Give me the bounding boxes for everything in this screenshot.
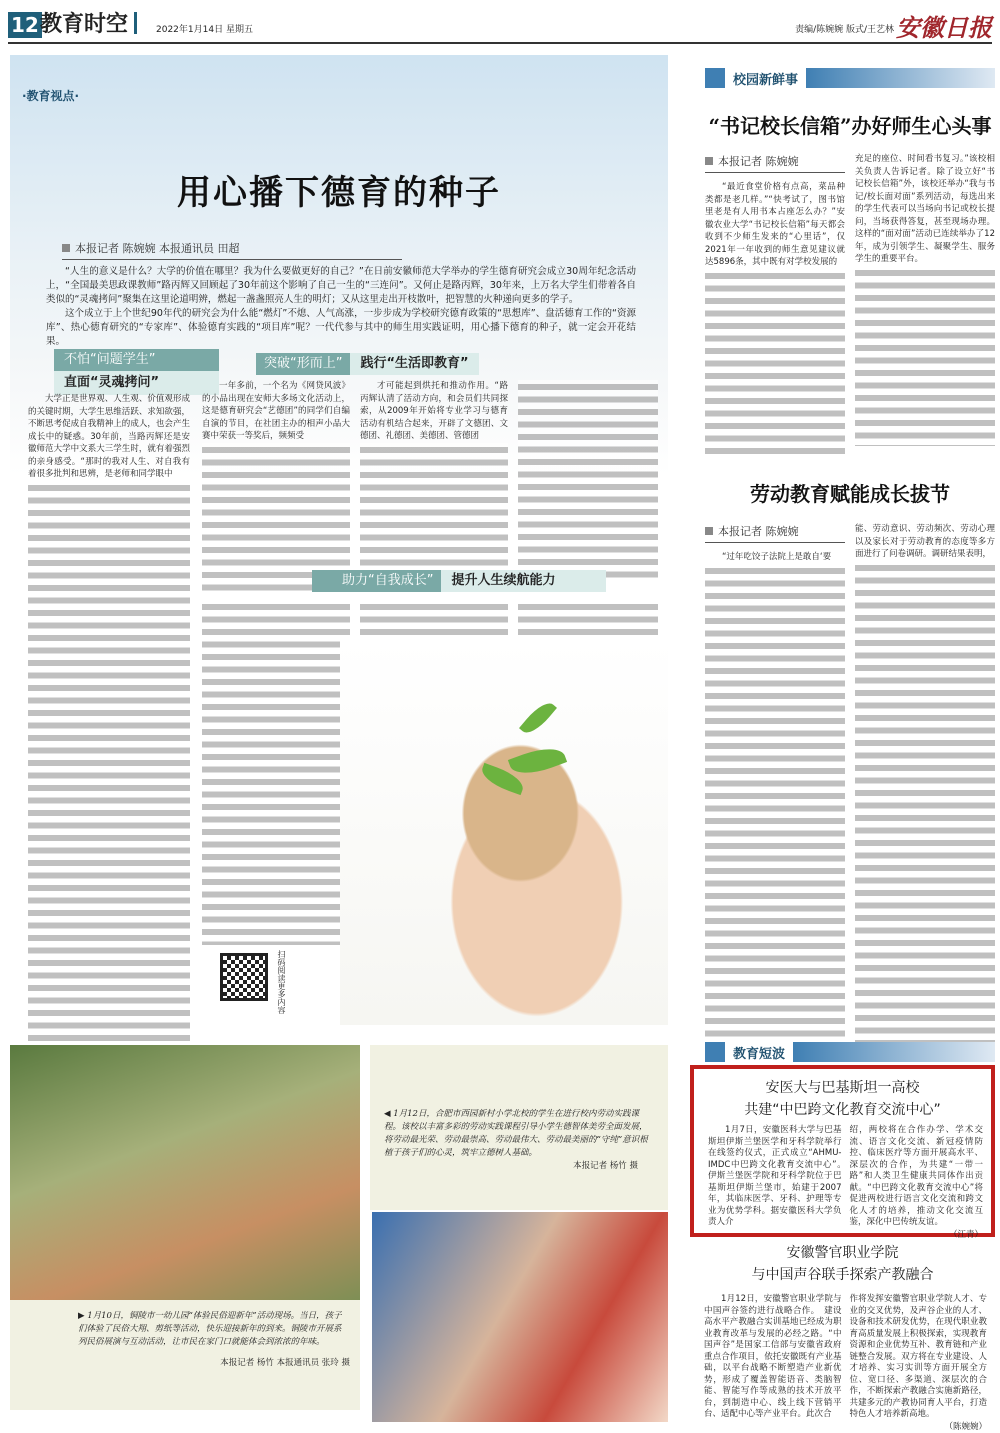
column-5 — [202, 600, 350, 945]
qr-code[interactable] — [220, 953, 268, 1001]
feature-title: 用心播下德育的种子 — [177, 173, 501, 213]
column-1: 大学正是世界观、人生观、价值观形成的关键时期，大学生思维活跃、求知欲强，不断思考促成自我精神上的成人，也会产生成长中的疑惑。30年前，当路丙辉还是安徽师范大学中文系大三学生时，就有着强烈的亲身感受。“那时的我对人生、对自我有着很多批判和思辨，是老师和同学眼中 — [28, 393, 190, 1071]
campus-col-1: 本报记者 陈婉婉 “最近食堂价格有点高，菜品种类都是老几样。”“快考试了，图书馆里老是有人用书本占座怎么办？”安徽农业大学“书记校长信箱”每天都会收到不少师生发来的“心里话”，仅2021年一年收到的师生意见建议就达5896条，其中既有对学校发展的 — [705, 153, 845, 459]
subhead-1: 不怕“问题学生” 直面“灵魂拷问” — [54, 349, 219, 395]
column-tag: ·教育视点· — [22, 89, 80, 103]
intro: “人生的意义是什么？大学的价值在哪里？我为什么要做更好的自己？”在日前安徽师范大学举办的学生德育研究会成立30周年纪念活动上，“全国最美思政课教师”路丙辉又回顾起了30年前这个影响了自己一生的“三连问”。又何止是路丙辉，30年来，上万名大学生们带着各自类似的“灵魂拷问”聚集在这里论道明辨，燃起一盏盏照亮人生的明灯；又从这里走出开枝散叶，把智慧的火种递向更多的学子。 这个成立于上个世纪90年代的研究会为什么能“燃灯”不熄、人气高涨，一步步成为学校研究德育政策的“思想库”、盘活德育工作的“资源库”、热心德育研究的“专家库”、体验德育实践的“项目库”呢？一代代参与其中的师生用实践证明，用心播下德育的种子，就一定会开花结果。 — [46, 266, 636, 347]
qr-label: 扫码阅读更多内容 — [277, 950, 286, 1014]
column-2: 一年多前，一个名为《网贷风波》的小品出现在安师大多场文化活动上，这是德育研究会“艺德团”的同学们自编自演的节目，在社团主办的相声小品大赛中荣获一等奖后，频频受 — [202, 380, 350, 593]
column-3: 才可能起到烘托和推动作用。“路丙辉认清了活动方向，和会员们共同探索，从2009年开始将专业学习与德育活动有机结合起来，开辟了文德团、文德团、礼德团、美德团、管德团 — [360, 380, 508, 593]
highlighted-brief: 安医大与巴基斯坦一高校 共建“中巴跨文化教育交流中心” 1月7日，安徽医科大学与巴基斯坦伊斯兰堡医学和牙科学院举行在线签约仪式，正式成立“AHMU-IMDC中巴跨文化教育交流中心”。 伊斯兰堡医学院和牙科学院位于巴基斯坦伊斯兰堡市，始建于2007年，其临床医学、牙科、护理等专业为优势学科。据安徽医科大学负责人介 绍，两校将在合作办学、学术交流、语言文化交流、新冠疫情防控、临床医疗等方面开展高水平、深层次的合作，为共建“一带一路”和人类卫生健康共同体作出贡献。“中巴跨文化教育交流中心”将促进两校进行语言文化交流和跨文化人才的培养，推动文化交流互鉴，深化中巴传统友谊。 （江青） — [690, 1065, 995, 1237]
campus-title: “书记校长信箱”办好师生心头事 — [708, 114, 992, 138]
campus-news — [705, 68, 995, 459]
section-bar: 校园新鲜事 — [705, 68, 995, 88]
briefs-section-bar: 教育短波 — [705, 1042, 995, 1062]
page-number: 12 — [8, 12, 42, 38]
folk-custom-photo — [372, 1212, 668, 1422]
issue-date: 2022年1月14日 星期五 — [156, 25, 253, 35]
byline: 本报记者 陈婉婉 本报通讯员 田超 — [62, 240, 402, 260]
labor-education — [705, 478, 995, 1066]
photo-caption-2: ▶ 1月10日，铜陵市一幼儿园“体验民俗迎新年”活动现场。当日，孩子们体验了民俗大翔、剪纸等活动，快乐迎接新年的到来。铜陵市开展系列民俗展演与互动活动，让市民在家门口就能体会到浓浓的年味。 本报记者 杨竹 本报通讯员 张玲 摄 — [10, 1300, 360, 1410]
editors: 责编/陈婉婉 版式/王艺林 — [795, 25, 894, 35]
school-labor-photo — [10, 1045, 360, 1300]
column-4 — [518, 380, 658, 580]
section-title: 教育时空 — [40, 10, 137, 40]
brief-2: 安徽警官职业学院 与中国声谷联手探索产教融合 1月12日，安徽警官职业学院与中国声谷签约进行战略合作。 建设高水平产教融合实训基地已经成为职业教育改革与发展的必经之路。“中国声谷”是国家工信部与安徽省政府重点合作项目，依托安徽既有产业基础，以平台战略不断塑造产业新优势，形成了覆盖智能语音、类脑智能、智能写作等成熟的技术开放平台，到制造中心、线上线下营销平台、适配中心等产业平台。此次合 作将发挥安徽警官职业学院人才、专业的交叉优势，及声谷企业的人才、设备和技术研发优势，在现代职业教育高质量发展上积极探索，实现教育资源和企业优势互补、教育链和产业链整合发展。双方将在专业建设、人才培养、实习实训等方面开展全方位、宽口径、多渠道、深层次的合作，不断探索产教融合实施新路径，共建多元的产教协同育人平台，打造特色人才培养新高地。 （陈婉婉） — [704, 1245, 987, 1432]
hands-seedling-photo — [340, 640, 668, 1025]
subhead-2: 突破“形而上” 践行“生活即教育” — [256, 353, 479, 375]
labor-title: 劳动教育赋能成长拔节 — [750, 482, 950, 506]
labor-col-1: 本报记者 陈婉婉 “过年吃饺子法院上是敢自‘要 — [705, 523, 845, 1066]
page-header — [8, 8, 992, 44]
subhead-3: 助力“自我成长” 提升人生续航能力 — [312, 570, 606, 592]
campus-col-2: 充足的座位、时间看书复习。”该校相关负责人告诉记者。除了设立好“书记校长信箱”外，该校还举办“我与书记/校长面对面”系列活动，每选出来的学生代表可以当场向书记或校长提问，当场获得答复，甚至现场办理。这样的“面对面”活动已连续举办了12年，成为引领学生、凝聚学生、服务学生的重要平台。 — [855, 153, 995, 459]
newspaper-logo: 安徽日报 — [896, 13, 992, 42]
photo-caption-1: ◀ 1月12日，合肥市西园新村小学北校的学生在进行校内劳动实践课程。该校以丰富多彩的劳动实践课程引导小学生德智体美劳全面发展，将劳动最光荣、劳动最崇高、劳动最伟大、劳动最美丽的“守纯”意识根植于孩子们的心灵，筑牢立德树人基础。 本报记者 杨竹 摄 — [370, 1045, 668, 1210]
labor-col-2: 能、劳动意识、劳动频次、劳动心理以及家长对于劳动教育的态度等多方面进行了问卷调研。调研结果表明， — [855, 523, 995, 1066]
